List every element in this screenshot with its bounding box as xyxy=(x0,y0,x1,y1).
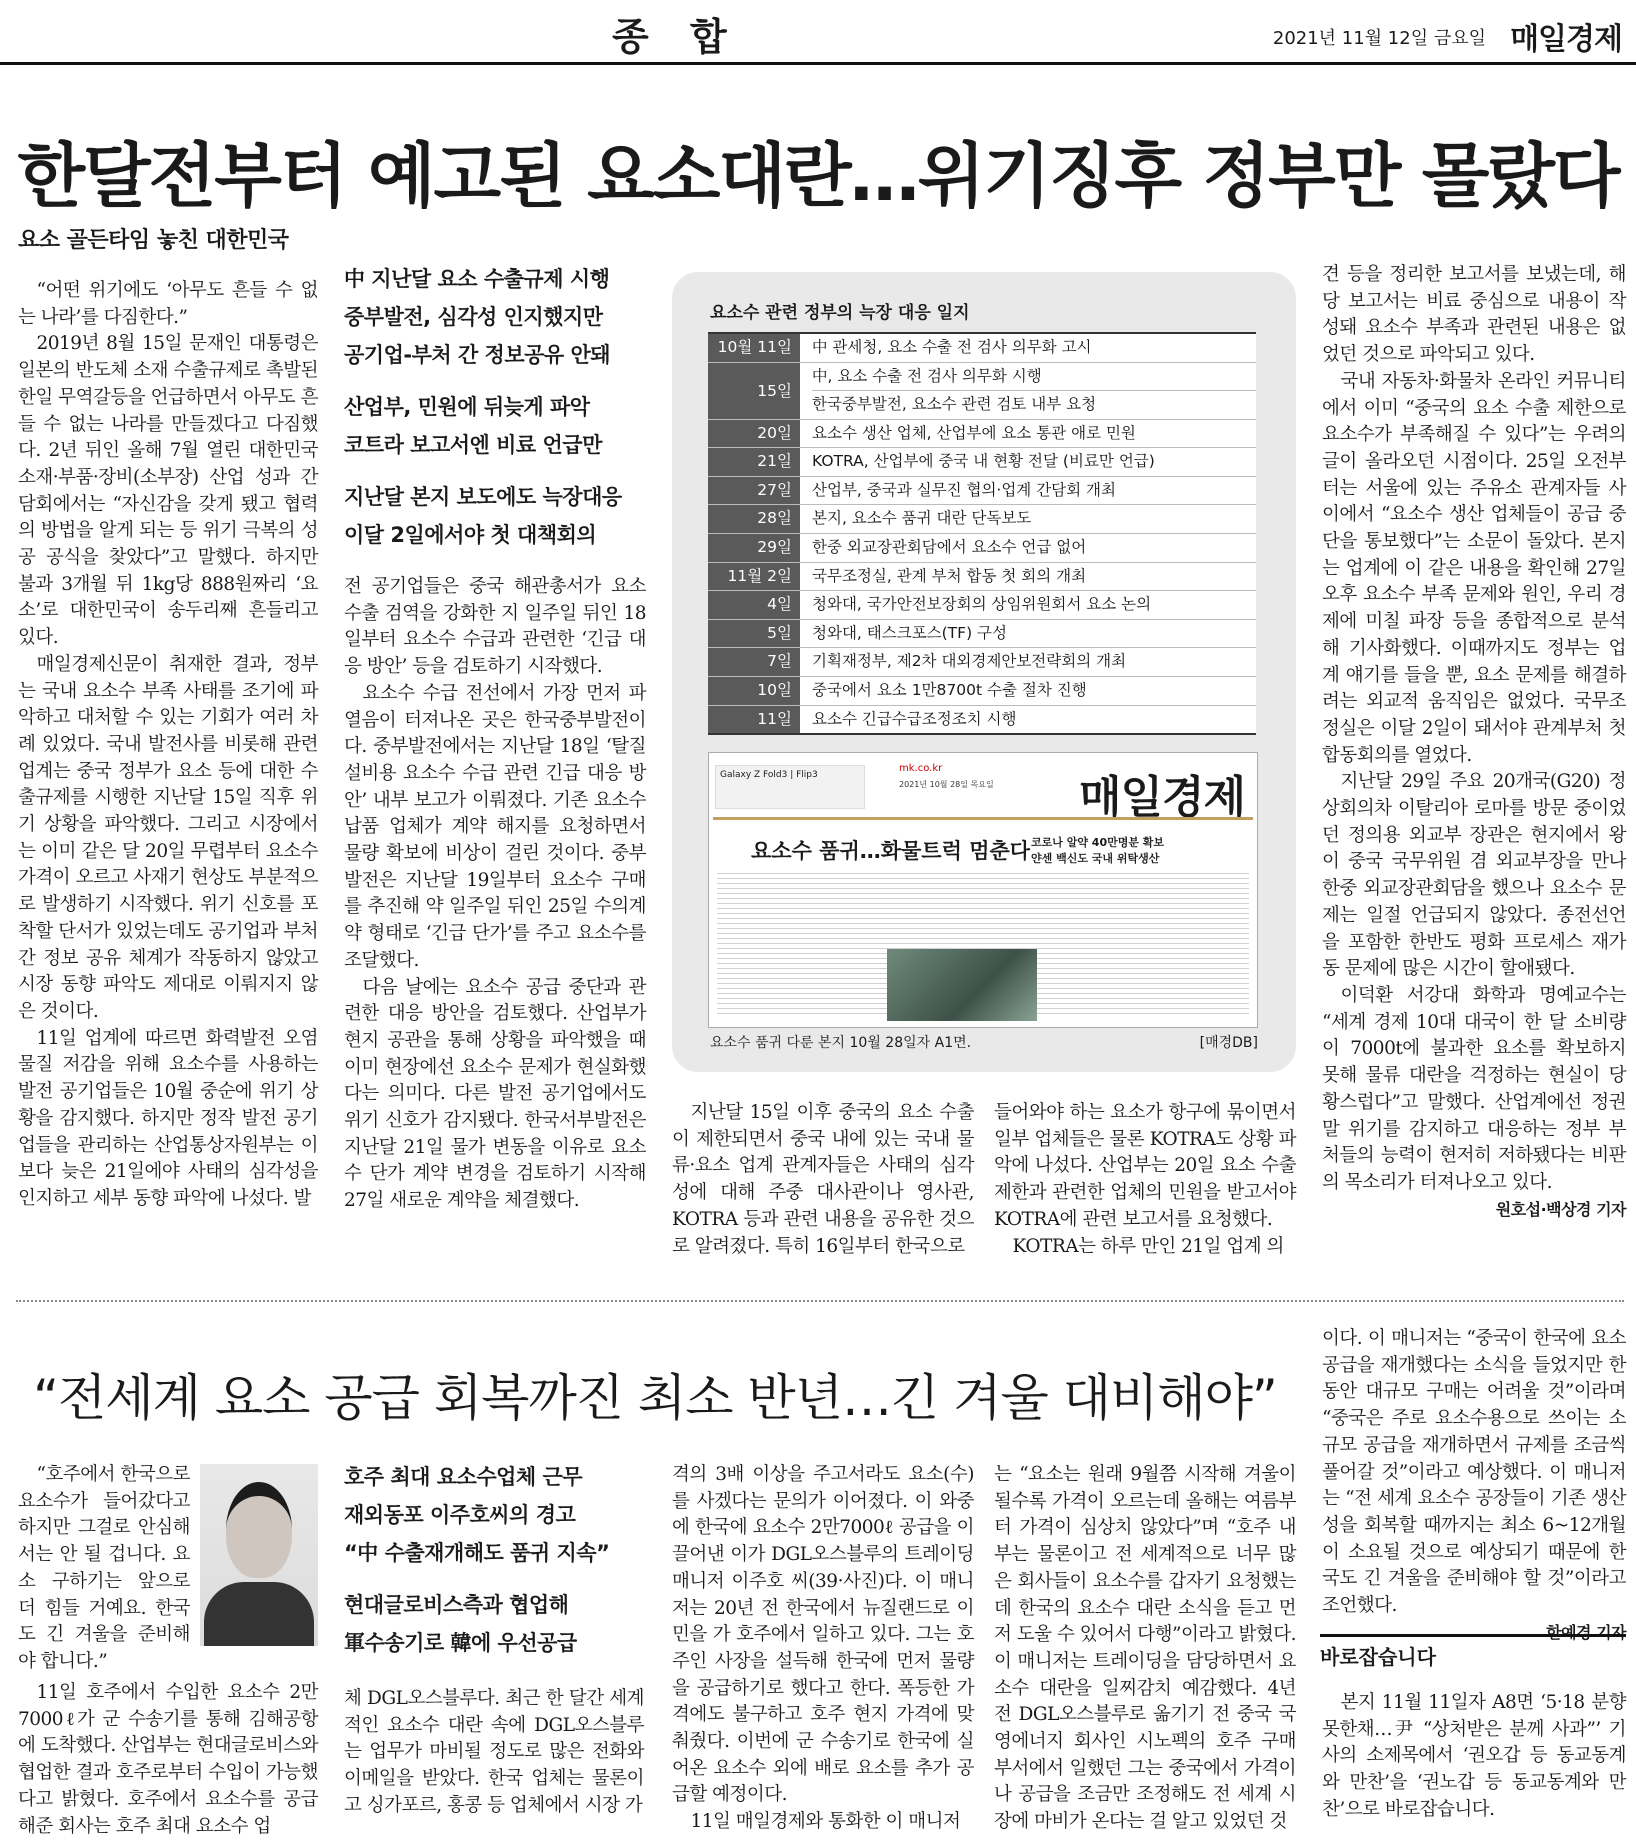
timeline-event: 요소수 긴급수급조정조치 시행 xyxy=(812,709,1017,728)
timeline-event: 中, 요소 수출 전 검사 의무화 시행 xyxy=(812,363,1256,392)
article1-subtitle: 요소 골든타임 놓친 대한민국 xyxy=(18,228,289,253)
subheading-line: 공기업-부처 간 정보공유 안돼 xyxy=(344,343,611,367)
section-title: 종 합 xyxy=(612,15,741,59)
paragraph: 체 DGL오스블루다. 최근 한 달간 세계적인 요소수 대란 속에 DGL오스블루는 업무가 마비될 정도로 많은 전화와 이메일을 받았다. 한국 업체는 물론이고 싱가포르, 홍콩 등 업체에서 시장 가 xyxy=(344,1688,644,1816)
timeline-event: 中 관세청, 요소 수출 전 검사 의무화 고시 xyxy=(812,338,1092,356)
timeline-row xyxy=(708,591,1256,620)
subheading-line: 中 지난달 요소 수출규제 시행 xyxy=(344,267,610,291)
clipping-url: mk.co.kr xyxy=(899,763,943,774)
caption-source: [매경DB] xyxy=(1199,1035,1258,1051)
article1-column-3 xyxy=(672,1100,974,1260)
paragraph: 2019년 8월 15일 문재인 대통령은 일본의 반도체 소재 수출규제로 촉발된 한일 무역갈등을 언급하면서 아무도 흔들 수 없는 나라를 만들겠다고 다짐했다. 2년 뒤인 올해 7월 열린 대한민국 소재·부품·장비(소부장) 산업 성과 간담회에서는 “자신감을 갖게 됐고 협력의 방법을 알게 되는 등 위기 극복의 성공 공식을 찾았다”고 말했다. 하지만 불과 3개월 뒤 1kg당 888원짜리 ‘요소’로 대한민국이 송두리째 흔들리고 있다. xyxy=(18,333,318,649)
timeline-date: 7일 xyxy=(708,648,800,676)
timeline-row xyxy=(708,534,1256,563)
article2-column-1a xyxy=(18,1462,190,1676)
subheading-line: “中 수출재개해도 품귀 지속” xyxy=(344,1541,610,1565)
portrait-photo xyxy=(200,1464,318,1646)
paragraph: KOTRA는 하루 만인 21일 업계 의 xyxy=(1012,1235,1284,1257)
timeline-row xyxy=(708,363,1256,420)
timeline-event: KOTRA, 산업부에 중국 내 현황 전달 (비료만 언급) xyxy=(812,452,1155,471)
timeline-row xyxy=(708,620,1256,649)
article-divider xyxy=(16,1300,1624,1302)
headline-second: “전세계 요소 공급 회복까진 최소 반년…긴 겨울 대비해야” xyxy=(33,1369,1277,1427)
subheading-line: 軍수송기로 韓에 우선공급 xyxy=(344,1631,577,1655)
subheading-line: 중부발전, 심각성 인지했지만 xyxy=(344,305,603,329)
article1-column-1 xyxy=(18,222,318,1213)
front-page-clipping xyxy=(708,752,1258,1028)
clipping-headline: 요소수 품귀…화물트럭 멈춘다 xyxy=(751,839,1031,863)
headline-main: 한달전부터 예고된 요소대란…위기징후 정부만 몰랐다 xyxy=(17,135,1619,217)
subheading-line: 재외동포 이주호씨의 경고 xyxy=(344,1503,576,1527)
byline: 한예경 기자 xyxy=(1546,1622,1626,1642)
timeline-date: 11월 2일 xyxy=(708,563,800,591)
timeline-row xyxy=(708,334,1256,363)
page-header xyxy=(0,0,1636,65)
timeline-event: 한중 외교장관회담에서 요소수 언급 없어 xyxy=(812,537,1087,556)
paragraph: 요소수 수급 전선에서 가장 먼저 파열음이 터져나온 곳은 한국중부발전이다. 중부발전에서는 지난달 18일 ‘탈질 설비용 요소수 수급 관련 긴급 대응 방안’ 내부 보고가 이뤄졌다. 기존 요소수 납품 업체가 계약 해지를 요청하면서 물량 확보에 비상이 걸린 것이다. 중부발전은 지난달 19일부터 요소수 구매를 추진해 약 일주일 뒤인 25일 수의계약 형태로 ‘긴급 단가’를 주고 요소수를 조달했다. xyxy=(344,682,646,971)
subheading-line: 호주 최대 요소수업체 근무 xyxy=(344,1465,583,1489)
timeline-event: 국무조정실, 관계 부처 합동 첫 회의 개최 xyxy=(812,566,1087,585)
clipping-caption xyxy=(710,1032,1258,1052)
timeline-row xyxy=(708,505,1256,534)
paragraph: 매일경제신문이 취재한 결과, 정부는 국내 요소수 부족 사태를 조기에 파악하고 대처할 수 있는 기회가 여러 차례 있었다. 국내 발전사를 비롯해 관련 업계는 중국 정부가 요소 등에 대한 수출규제를 시행한 지난달 15일 직후 위기 상황을 파악했다. 그리고 시장에서는 이미 같은 달 20일 무렵부터 요소수 가격이 오르고 사재기 현상도 부분적으로 발생하기 시작했다. 위기 신호를 포착할 단서가 있었는데도 공기업과 부처 간 정보 공유 체계가 작동하지 않았고 시장 동향 파악도 제대로 이뤄지지 않은 것이다. xyxy=(18,653,318,1022)
timeline-event: 청와대, 국가안전보장회의 상임위원회서 요소 논의 xyxy=(812,595,1152,614)
paragraph: 국내 자동차·화물차 온라인 커뮤니티에서 이미 “중국의 요소 수출 제한으로 요소수가 부족해질 수 있다”는 우려의 글이 올라오던 시점이다. 25일 오전부터는 서울에 있는 주유소 관계자들 사이에서 “요소수 생산 업체들이 공급 중단을 통보했다”는 소문이 돌았다. 본지는 업계에 이 같은 내용을 확인해 27일 오후 요소수 부족 문제와 원인, 우리 경제에 미칠 파장 등을 종합적으로 분석해 기사화했다. 이때까지도 정부는 업계 얘기를 들을 뿐, 요소 문제를 해결하려는 외교적 움직임은 없었다. 국무조정실은 이달 2일이 돼서야 관계부처 첫 합동회의를 열었다. xyxy=(1322,370,1626,766)
subheading-line: 지난달 본지 보도에도 늑장대응 xyxy=(344,485,622,509)
timeline-row xyxy=(708,706,1256,734)
paragraph: “호주에서 한국으로 요소수가 들어갔다고 하지만 그걸로 안심해서는 안 될 겁니다. 요소 구하기는 앞으로 더 힘들 거예요. 한국도 긴 겨울을 준비해야 합니다.” xyxy=(18,1464,190,1672)
paragraph: 는 “요소는 원래 9월쯤 시작해 겨울이 될수록 가격이 오르는데 올해는 여름부터 가격이 심상치 않았다”며 “호주 내부는 물론이고 전 세계적으로 너무 많은 회사들이 요소수를 갑자기 요청했는데 한국의 요소수 대란 소식을 듣고 먼저 도울 수 있어서 다행”이라고 밝혔다. 이 매니저는 트레이딩을 담당하면서 요소수 대란을 일찌감치 예감했다. 4년 전 DGL오스블루로 옮기기 전 중국 국영에너지 회사인 시노펙의 호주 구매 부서에서 일했던 그는 중국에서 가격이나 공급을 조금만 조정해도 전 세계 시장에 마비가 온다는 걸 알고 있었던 것 xyxy=(994,1464,1296,1833)
article2-column-1b xyxy=(18,1680,318,1840)
paragraph: 격의 3배 이상을 주고서라도 요소(수)를 사겠다는 문의가 이어졌다. 이 와중에 한국에 요소수 2만7000ℓ 공급을 이끌어낸 이가 DGL오스블루의 트레이딩 매니저 이주호 씨(39·사진)다. 이 매니저는 20년 전 한국에서 뉴질랜드로 이민을 가 호주에서 일하고 있다. 그는 호주인 사장을 설득해 한국에 먼저 물량을 공급하기로 했다고 한다. 폭등한 가격에도 불구하고 호주 현지 가격에 맞춰줬다. 이번에 군 수송기로 한국에 실어온 요소수 외에 배로 요소를 추가 공급할 예정이다. xyxy=(672,1464,974,1806)
paragraph: 이덕환 서강대 화학과 명예교수는 “세계 경제 10대 대국이 한 달 소비량이 7000t에 불과한 요소를 확보하지 못해 물류 대란을 걱정하는 현실이 당황스럽다”고 말했다. 산업계에선 정권 말 위기를 감지하고 대응하는 정부 부처들의 능력이 현저히 저하됐다는 비판의 목소리가 터져나오고 있다. xyxy=(1322,984,1626,1193)
timeline-date: 11일 xyxy=(708,706,800,734)
timeline-row xyxy=(708,648,1256,677)
subheading-line: 코트라 보고서엔 비료 언급만 xyxy=(344,433,602,457)
timeline-event: 청와대, 태스크포스(TF) 구성 xyxy=(812,623,1007,642)
clipping-photo xyxy=(887,949,1037,1021)
timeline-table xyxy=(708,332,1256,735)
timeline-date: 27일 xyxy=(708,477,800,505)
timeline-date: 10월 11일 xyxy=(708,334,800,362)
correction-title: 바로잡습니다 xyxy=(1320,1634,1626,1670)
article1-column-4 xyxy=(994,1100,1296,1260)
paragraph: 11일 매일경제와 통화한 이 매니저 xyxy=(690,1811,961,1833)
subheading-line: 이달 2일에서야 첫 대책회의 xyxy=(344,523,597,547)
timeline-row xyxy=(708,448,1256,477)
timeline-date: 15일 xyxy=(708,363,800,419)
timeline-event: 요소수 생산 업체, 산업부에 요소 통관 애로 민원 xyxy=(812,423,1136,442)
clipping-logo: 매일경제 xyxy=(1078,772,1245,823)
paragraph: 전 공기업들은 중국 해관총서가 요소 수출 검역을 강화한 지 일주일 뒤인 18일부터 요소수 수급과 관련한 ‘긴급 대응 방안’ 등을 검토하기 시작했다. xyxy=(344,576,646,678)
paragraph: 지난달 29일 주요 20개국(G20) 정상회의차 이탈리아 로마를 방문 중이었던 정의용 외교부 장관은 현지에서 왕이 중국 국무위원 겸 외교부장을 만나 한중 외교장관회담을 했으나 요소수 문제는 일절 언급되지 않았다. 종전선언을 포함한 한반도 평화 프로세스 재가동 문제에 많은 시간이 할애됐다. xyxy=(1322,771,1626,980)
clipping-ad: Galaxy Z Fold3 | Flip3 xyxy=(715,765,865,809)
paragraph: 들어와야 하는 요소가 항구에 묶이면서 일부 업체들은 물론 KOTRA도 상황 파악에 나섰다. 산업부는 20일 요소 수출 제한과 관련한 업체의 민원을 받고서야 KOTRA에 관련 보고서를 요청했다. xyxy=(994,1102,1296,1230)
paragraph: “어떤 위기에도 ‘아무도 흔들 수 없는 나라’를 다짐한다.” xyxy=(18,280,318,328)
article2-column-5 xyxy=(1322,1326,1626,1646)
paragraph: 견 등을 정리한 보고서를 보냈는데, 해당 보고서는 비료 중심으로 내용이 작성돼 요소수 부족과 관련된 내용은 없었던 것으로 파악되고 있다. xyxy=(1322,264,1626,366)
paragraph: 다음 날에는 요소수 공급 중단과 관련한 대응 방안을 검토했다. 산업부가 현지 공관을 통해 상황을 파악했을 때 이미 현장에선 요소수 문제가 현실화했다는 의미다. 다른 발전 공기업에서도 위기 신호가 감지됐다. 한국서부발전은 지난달 21일 물가 변동을 이유로 요소수 단가 계약 변경을 검토하기 시작해 27일 새로운 계약을 체결했다. xyxy=(344,976,646,1212)
timeline-row xyxy=(708,477,1256,506)
correction-text: 본지 11월 11일자 A8면 ‘5·18 분향 못한채…尹 “상처받은 분께 사과”’ 기사의 소제목에서 ‘권오갑 등 동교동계와 만찬’을 ‘권노갑 등 동교동계와 만찬’으로 바로잡습니다. xyxy=(1322,1692,1626,1820)
subheading-line: 산업부, 민원에 뒤늦게 파악 xyxy=(344,395,590,419)
paragraph: 11일 호주에서 수입한 요소수 2만7000ℓ가 군 수송기를 통해 김해공항에 도착했다. 산업부는 현대글로비스와 협업한 결과 호주로부터 수입이 가능했다고 밝혔다. 호주에서 요소수를 공급해준 회사는 호주 최대 요소수 업 xyxy=(18,1682,318,1837)
correction-notice xyxy=(1322,1690,1626,1824)
timeline-event: 중국에서 요소 1만8700t 수출 절차 진행 xyxy=(812,680,1087,699)
issue-date: 2021년 11월 12일 금요일 xyxy=(1272,28,1486,49)
timeline-title: 요소수 관련 정부의 늑장 대응 일지 xyxy=(710,303,970,323)
paper-logo: 매일경제 xyxy=(1510,22,1622,57)
subheading-line: 현대글로비스측과 협업해 xyxy=(344,1593,569,1617)
article1-column-5 xyxy=(1322,262,1626,1223)
timeline-date: 29일 xyxy=(708,534,800,562)
timeline-row xyxy=(708,420,1256,449)
article2-column-4 xyxy=(994,1462,1296,1836)
timeline-event: 본지, 요소수 품귀 대란 단독보도 xyxy=(812,509,1032,528)
timeline-date: 10일 xyxy=(708,677,800,705)
timeline-event: 기획재정부, 제2차 대외경제안보전략회의 개최 xyxy=(812,652,1127,671)
paragraph: 11일 업계에 따르면 화력발전 오염물질 저감을 위해 요소수를 사용하는 발전 공기업들은 10월 중순에 위기 상황을 감지했다. 하지만 정작 발전 공기업들을 관리하는 산업통상자원부는 이보다 늦은 21일에야 사태의 심각성을 인지하고 세부 동향 파악에 나섰다. 발 xyxy=(18,1027,318,1209)
article1-column-2 xyxy=(344,260,646,1215)
caption-text: 요소수 품귀 다룬 본지 10월 28일자 A1면. xyxy=(710,1035,972,1051)
timeline-event: 한국중부발전, 요소수 관련 검토 내부 요청 xyxy=(812,395,1097,414)
article2-column-2 xyxy=(344,1458,644,1820)
timeline-box xyxy=(672,272,1296,1072)
clipping-side-headline: 코로나 알약 40만명분 확보 얀센 백신도 국내 위탁생산 xyxy=(1031,836,1165,865)
paragraph: 지난달 15일 이후 중국의 요소 수출이 제한되면서 중국 내에 있는 국내 물류·요소 업계 관계자들은 사태의 심각성에 대해 주중 대사관이나 영사관, KOTRA 등과 관련 내용을 공유한 것으로 알려졌다. 특히 16일부터 한국으로 xyxy=(672,1102,974,1257)
timeline-event: 산업부, 중국과 실무진 협의·업계 간담회 개최 xyxy=(812,480,1117,499)
timeline-row xyxy=(708,563,1256,592)
paragraph: 이다. 이 매니저는 “중국이 한국에 요소 공급을 재개했다는 소식을 들었지만 한동안 대규모 구매는 어려울 것”이라며 “중국은 주로 요소수용으로 쓰이는 소규모 공급을 재개하면서 규제를 조금씩 풀어갈 것”이라고 예상했다. 이 매니저는 “전 세계 요소수 공장들이 기존 생산성을 회복할 때까지는 최소 6~12개월이 소요될 것으로 예상되기 때문에 한국도 긴 겨울을 준비해야 할 것”이라고 조언했다. xyxy=(1322,1328,1626,1617)
article2-column-3 xyxy=(672,1462,974,1836)
timeline-date: 20일 xyxy=(708,420,800,448)
timeline-date: 21일 xyxy=(708,448,800,476)
timeline-date: 28일 xyxy=(708,505,800,533)
byline: 원호섭·백상경 기자 xyxy=(1495,1199,1626,1219)
timeline-date: 5일 xyxy=(708,620,800,648)
timeline-date: 4일 xyxy=(708,591,800,619)
timeline-row xyxy=(708,677,1256,706)
clipping-date: 2021년 10월 28일 목요일 xyxy=(899,780,994,789)
